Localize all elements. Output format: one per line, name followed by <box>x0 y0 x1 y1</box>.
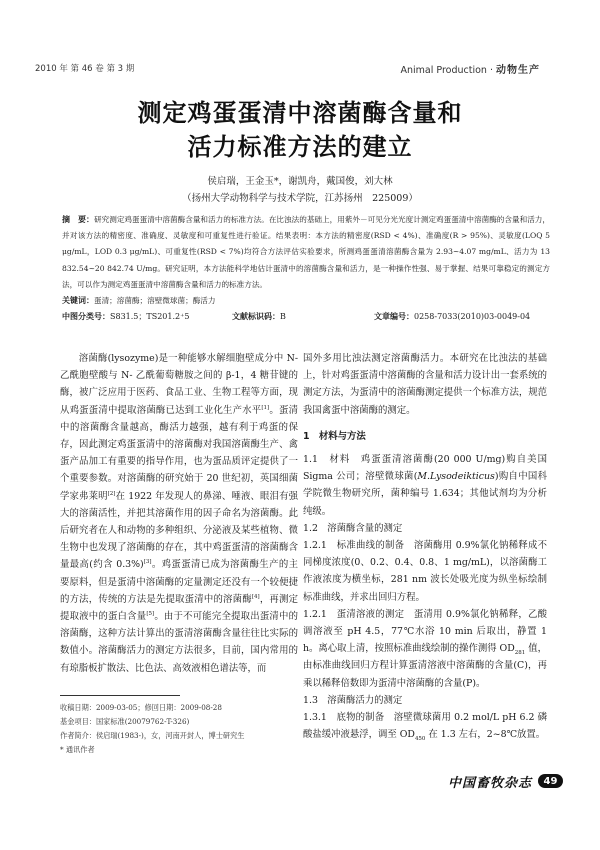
keywords-label: 关键词： <box>62 296 94 306</box>
intro-continuation: 国外多用比浊法测定溶菌酶活力。本研究在比浊法的基础上，针对鸡蛋蛋清中溶菌酶的含量和活力设计出一套系统的测定方法，为蛋清中的溶菌酶测定提供一个标准方法，规范我国禽蛋中溶菌酶的测定。 <box>303 353 547 416</box>
intro-text-4: 。鸡蛋蛋清已成为溶菌酶生产的主要原料，但是蛋清中溶菌酶的定量测定还没有一个较便捷的方法，传统的方法是先提取蛋清中的溶菌酶 <box>60 559 298 605</box>
section-1-2-2 <box>303 606 547 692</box>
section-1-1-text-a: 鸡蛋蛋清溶菌酶(20 000 U/mg)购自美国 Sigma 公司；溶壁微球菌( <box>303 454 547 483</box>
title-line-1: 测定鸡蛋蛋清中溶菌酶含量和 <box>137 99 463 127</box>
article-no-value: 0258-7033(2010)03-0049-04 <box>414 312 531 322</box>
section-heading-1: 1 材料与方法 <box>303 430 366 442</box>
article-no-label: 文章编号： <box>374 312 414 322</box>
paper-title <box>0 96 600 164</box>
section-1-2-heading: 1.2 溶菌酶含量的测定 <box>303 522 403 534</box>
doc-code-label: 文献标识码： <box>232 312 280 322</box>
section-1-1-heading: 1.1 材料 <box>303 454 351 466</box>
keywords-text: 蛋清；溶菌酶；溶壁微球菌；酶活力 <box>94 296 216 306</box>
section-1-2-2-heading: 1.2.1 蛋清溶液的测定 <box>303 608 405 620</box>
section-1-2-1-text: 溶菌酶用 0.9%氯化钠稀释成不同梯度浓度(0、0.2、0.4、0.8、1 mg/mL)，以溶菌酶工作液浓度为横坐标，281 nm 波长处吸光度为纵坐标绘制标准曲线，并求出回归方程。 <box>303 540 547 603</box>
keywords <box>62 293 550 309</box>
article-number <box>374 309 530 325</box>
classification-row <box>62 309 550 325</box>
section-1-3-1 <box>303 709 547 743</box>
section-label <box>401 61 541 76</box>
page-number-badge: 49 <box>538 774 563 788</box>
intro-text-3: 在 1922 年发现人的鼻涕、唾液、眼泪有强大的溶菌活性，并把其溶菌作用的因子命名为溶菌酶。此后研究者在人和动物的多种组织、分泌液及某些植物、微生物中也发现了溶菌酶的存在，其中鸡蛋蛋清的溶菌酶含量最高(约含 0.3%) <box>60 490 298 571</box>
author-affiliation: （扬州大学动物科学与技术学院，江苏扬州 225009） <box>182 193 418 204</box>
od-subscript-281: 281 <box>514 650 526 657</box>
clc-label: 中图分类号： <box>62 312 110 322</box>
section-1-1 <box>303 451 547 520</box>
section-1-3-1-text-b: 在 1.3 左右，2~8℃放置。 <box>425 729 546 741</box>
title-line-2: 活力标准方法的建立 <box>187 133 413 161</box>
section-1-3-heading: 1.3 溶菌酶活力的测定 <box>303 694 403 706</box>
section-1-2-1-heading: 1.2.1 标准曲线的制备 <box>303 540 405 552</box>
citation-5: [5] <box>146 610 155 617</box>
section-1-1-text-b: )购自中国科学院微生物研究所，菌种编号 1.634；其他试剂均为分析纯级。 <box>303 471 547 517</box>
section-1-2-1 <box>303 537 547 606</box>
citation-3: [3] <box>143 559 152 566</box>
intro-text-6: 。由于不可能完全提取出蛋清中的溶菌酶，这种方法计算出的蛋清溶菌酶含量往往比实际的数值小。溶菌酶活力的测定方法很多，目前，国内常用的有琼脂板扩散法、比色法、高效液相色谱法等，而 <box>60 611 298 674</box>
intro-text-1: 溶菌酶(lysozyme)是一种能够水解细胞壁成分中 N- 乙酰胞壁酸与 N- 乙酰葡萄糖胺之间的 β-1，4 糖苷键的酶，被广泛应用于医药、食品工业、生物工程等方面，现从鸡蛋蛋清中提取溶菌酶已达到工业化生产水平 <box>60 353 298 416</box>
footnote-divider <box>60 695 180 696</box>
section-1-3-1-heading: 1.3.1 底物的制备 <box>303 712 385 724</box>
citation-1: [1] <box>261 404 270 411</box>
intro-text-5: ，再测定提取液中的蛋白含量 <box>60 593 298 623</box>
section-1-2-2-text-a: 蛋清用 0.9%氯化钠稀释，乙酸调溶液至 pH 4.5，77℃水浴 10 min 后取出，静置 1 h。离心取上清，按照标准曲线绘制的操作测得 OD <box>303 608 547 655</box>
abstract-text: 研究测定鸡蛋蛋清中溶菌酶含量和活力的标准方法。在比浊法的基础上，用紫外－可见分光光度计测定鸡蛋蛋清中溶菌酶的含量和活力，并对该方法的精密度、准确度、灵敏度和可重复性进行验证。结果表明：本方法的精密度(RSD < 4%)、准确度(R > 95%)、灵敏度(LOQ 5 μg/mL，LOD 0.3 μg/mL)、可重复性(RSD < 7%)均符合方法评估实验要求，所测鸡蛋蛋清溶菌酶含量为 2.93~4.07 mg/mL、活力为 13 832.54~20 842.74 U/mg。研究证明，本方法能科学地估计蛋清中的溶菌酶含量和活力，是一种操作性强、易于掌握、结果可靠稳定的测定方法，可以作为测定鸡蛋蛋清中溶菌酶含量和活力的标准方法。 <box>62 215 551 289</box>
section-en: Animal Production · <box>400 65 496 76</box>
running-header <box>35 62 540 76</box>
journal-name: 中国畜牧杂志 <box>448 775 533 791</box>
section-1-3-1-text-a: 溶壁微球菌用 0.2 mol/L pH 6.2 磷酸盐缓冲液悬浮，调至 OD <box>303 712 547 741</box>
abstract-label: 摘 要： <box>62 215 95 224</box>
od-subscript-450: 450 <box>414 736 426 743</box>
author-bio: 作者简介：侯启瑞(1983-)，女，河南开封人，博士研究生 <box>60 731 245 740</box>
citation-2: [2] <box>107 490 116 497</box>
citation-4: [4] <box>251 593 260 600</box>
section-1-2-2-text-b: 值，由标准曲线回归方程计算蛋清溶液中溶菌酶的含量(C)，再乘以稀释倍数即为蛋清中溶菌酶的含量(P)。 <box>303 643 547 689</box>
intro-text-2: 。蛋清中的溶菌酶含量越高，酶活力越强，越有利于鸡蛋的保存，因此测定鸡蛋蛋清中的溶菌酶对我国溶菌酶生产、禽蛋产品加工有重要的指导作用，也为蛋品质评定提供了一个重要参数。对溶菌酶的研究始于 20 世纪初，英国细菌学家弗莱明 <box>60 404 298 502</box>
received-date: 收稿日期：2009-03-05；修回日期：2009-08-28 <box>60 703 222 712</box>
page-footer <box>448 771 563 791</box>
intro-paragraph <box>60 350 298 677</box>
clc-number <box>62 309 232 325</box>
funding-info: 基金项目：国家标准(20079762-T-326) <box>60 717 190 726</box>
abstract-block <box>62 212 550 325</box>
doc-code-value: B <box>280 312 286 322</box>
author-names: 侯启瑞，王金玉*，谢凯舟，戴国俊，刘大林 <box>207 176 393 187</box>
issue-info: 2010 年 第 46 卷 第 3 期 <box>35 64 135 74</box>
corresponding-author: * 通讯作者 <box>60 745 95 754</box>
body-column-right <box>303 350 547 743</box>
abstract <box>62 212 550 293</box>
species-name: M.Lysodeikticus <box>417 471 495 483</box>
document-code <box>232 309 374 325</box>
clc-value: S831.5；TS201.2⁺5 <box>110 312 190 322</box>
author-block <box>0 173 600 207</box>
section-cn: 动物生产 <box>496 65 540 76</box>
footnotes <box>60 701 300 757</box>
body-column-left <box>60 350 298 677</box>
